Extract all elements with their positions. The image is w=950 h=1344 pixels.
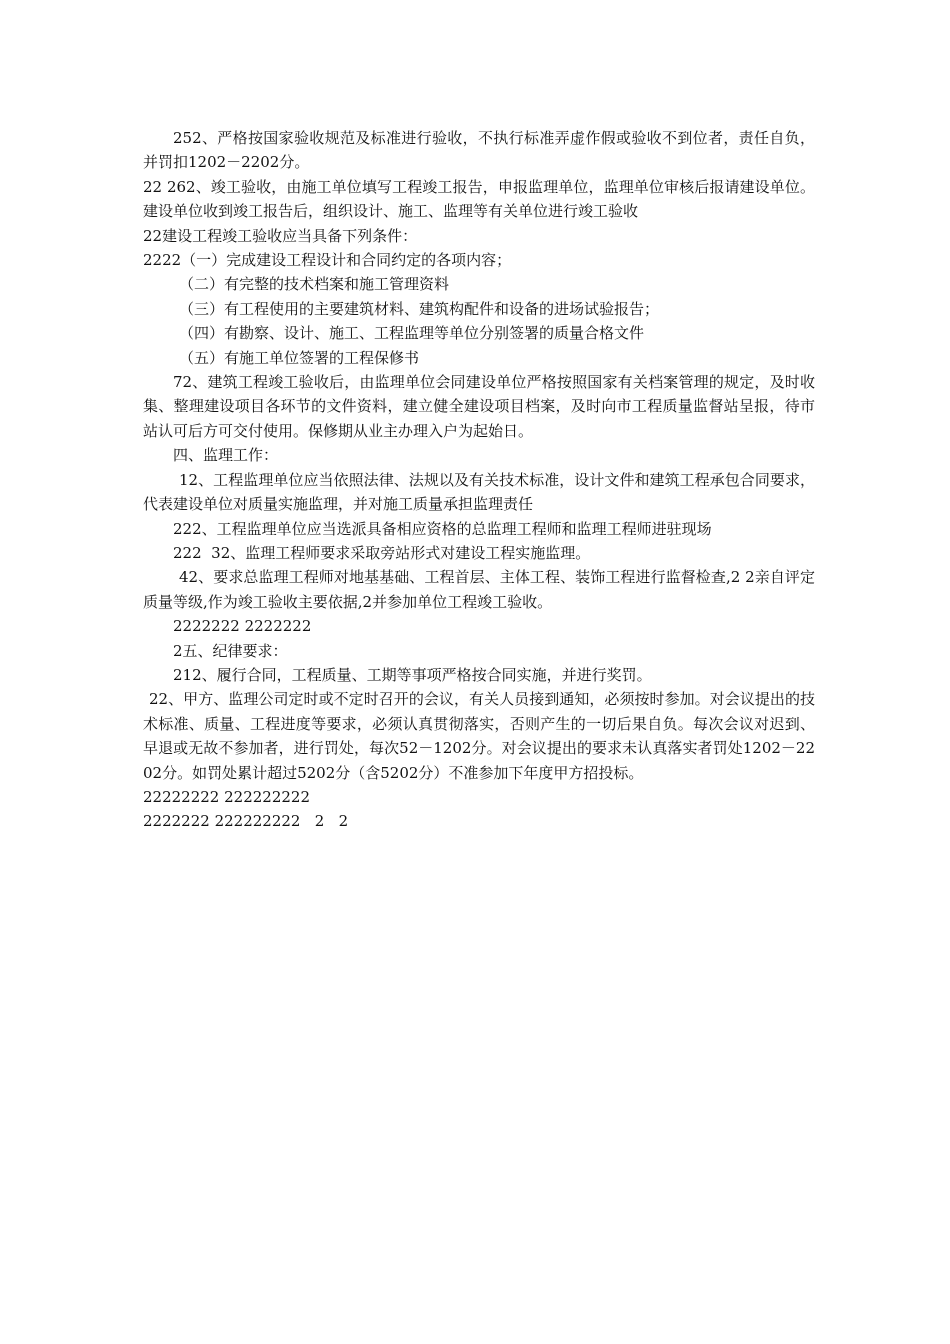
paragraph-supervision-2: 222、工程监理单位应当选派具备相应资格的总监理工程师和监理工程师进驻现场 <box>173 519 712 538</box>
condition-item-1: 2222（一）完成建设工程设计和合同约定的各项内容； <box>143 251 512 270</box>
paragraph-discipline-2: 22、甲方、监理公司定时或不定时召开的会议，有关人员接到通知，必须按时参加。对会议提出的技术标准、质量、工程进度等要求，必须认真贯彻落实，否则产生的一切后果自负。每次会议对迟到、早退或无故不参加者，进行罚处，每次52－1202分。对会议提出的要求未认真落实者罚处1202－2202分。如罚处累计超过5202分（含5202分）不准参加下年度甲方招投标。 <box>143 690 815 782</box>
paragraph-supervision-4: 42、要求总监理工程师对地基基础、工程首层、主体工程、装饰工程进行监督检查,2 2亲自评定质量等级,作为竣工验收主要依据,2并参加单位工程竣工验收。 <box>143 568 815 611</box>
condition-item-5: （五）有施工单位签署的工程保修书 <box>179 348 420 367</box>
condition-item-2: （二）有完整的技术档案和施工管理资料 <box>179 275 450 294</box>
paragraph-completion-acceptance: 22 262、竣工验收，由施工单位填写工程竣工报告，申报监理单位，监理单位审核后报请建设单位。建设单位收到竣工报告后，组织设计、施工、监理等有关单位进行竣工验收 <box>143 177 815 221</box>
filler-line-3: 2222222 222222222 2 2 <box>143 812 349 831</box>
paragraph-conditions-heading: 22建设工程竣工验收应当具备下列条件： <box>143 226 418 245</box>
paragraph-discipline-1: 212、履行合同，工程质量、工期等事项严格按合同实施，并进行奖罚。 <box>173 665 652 684</box>
document-body <box>143 126 815 834</box>
paragraph-supervision-3: 222 32、监理工程师要求采取旁站形式对建设工程实施监理。 <box>173 543 591 562</box>
paragraph-archive-management: 72、建筑工程竣工验收后，由监理单位会同建设单位严格按照国家有关档案管理的规定，及时收集、整理建设项目各环节的文件资料，建立健全建设项目档案，及时向市工程质量监督站呈报，待市站认可后方可交付使用。保修期从业主办理入户为起始日。 <box>143 373 815 440</box>
filler-line-1: 2222222 2222222 <box>173 617 312 636</box>
paragraph-supervision-1: 12、工程监理单位应当依照法律、法规以及有关技术标准，设计文件和建筑工程承包合同要求，代表建设单位对质量实施监理，并对施工质量承担监理责任 <box>143 470 815 514</box>
condition-item-4: （四）有勘察、设计、施工、工程监理等单位分别签署的质量合格文件 <box>179 324 645 343</box>
filler-line-2: 22222222 222222222 <box>143 787 311 806</box>
paragraph-acceptance-standards: 252、严格按国家验收规范及标准进行验收，不执行标准弄虚作假或验收不到位者，责任自负，并罚扣1202－2202分。 <box>143 129 815 172</box>
section-heading-supervision: 四、监理工作： <box>173 446 279 465</box>
section-heading-discipline: 2五、纪律要求： <box>173 641 288 660</box>
condition-item-3: （三）有工程使用的主要建筑材料、建筑构配件和设备的进场试验报告； <box>179 299 660 318</box>
